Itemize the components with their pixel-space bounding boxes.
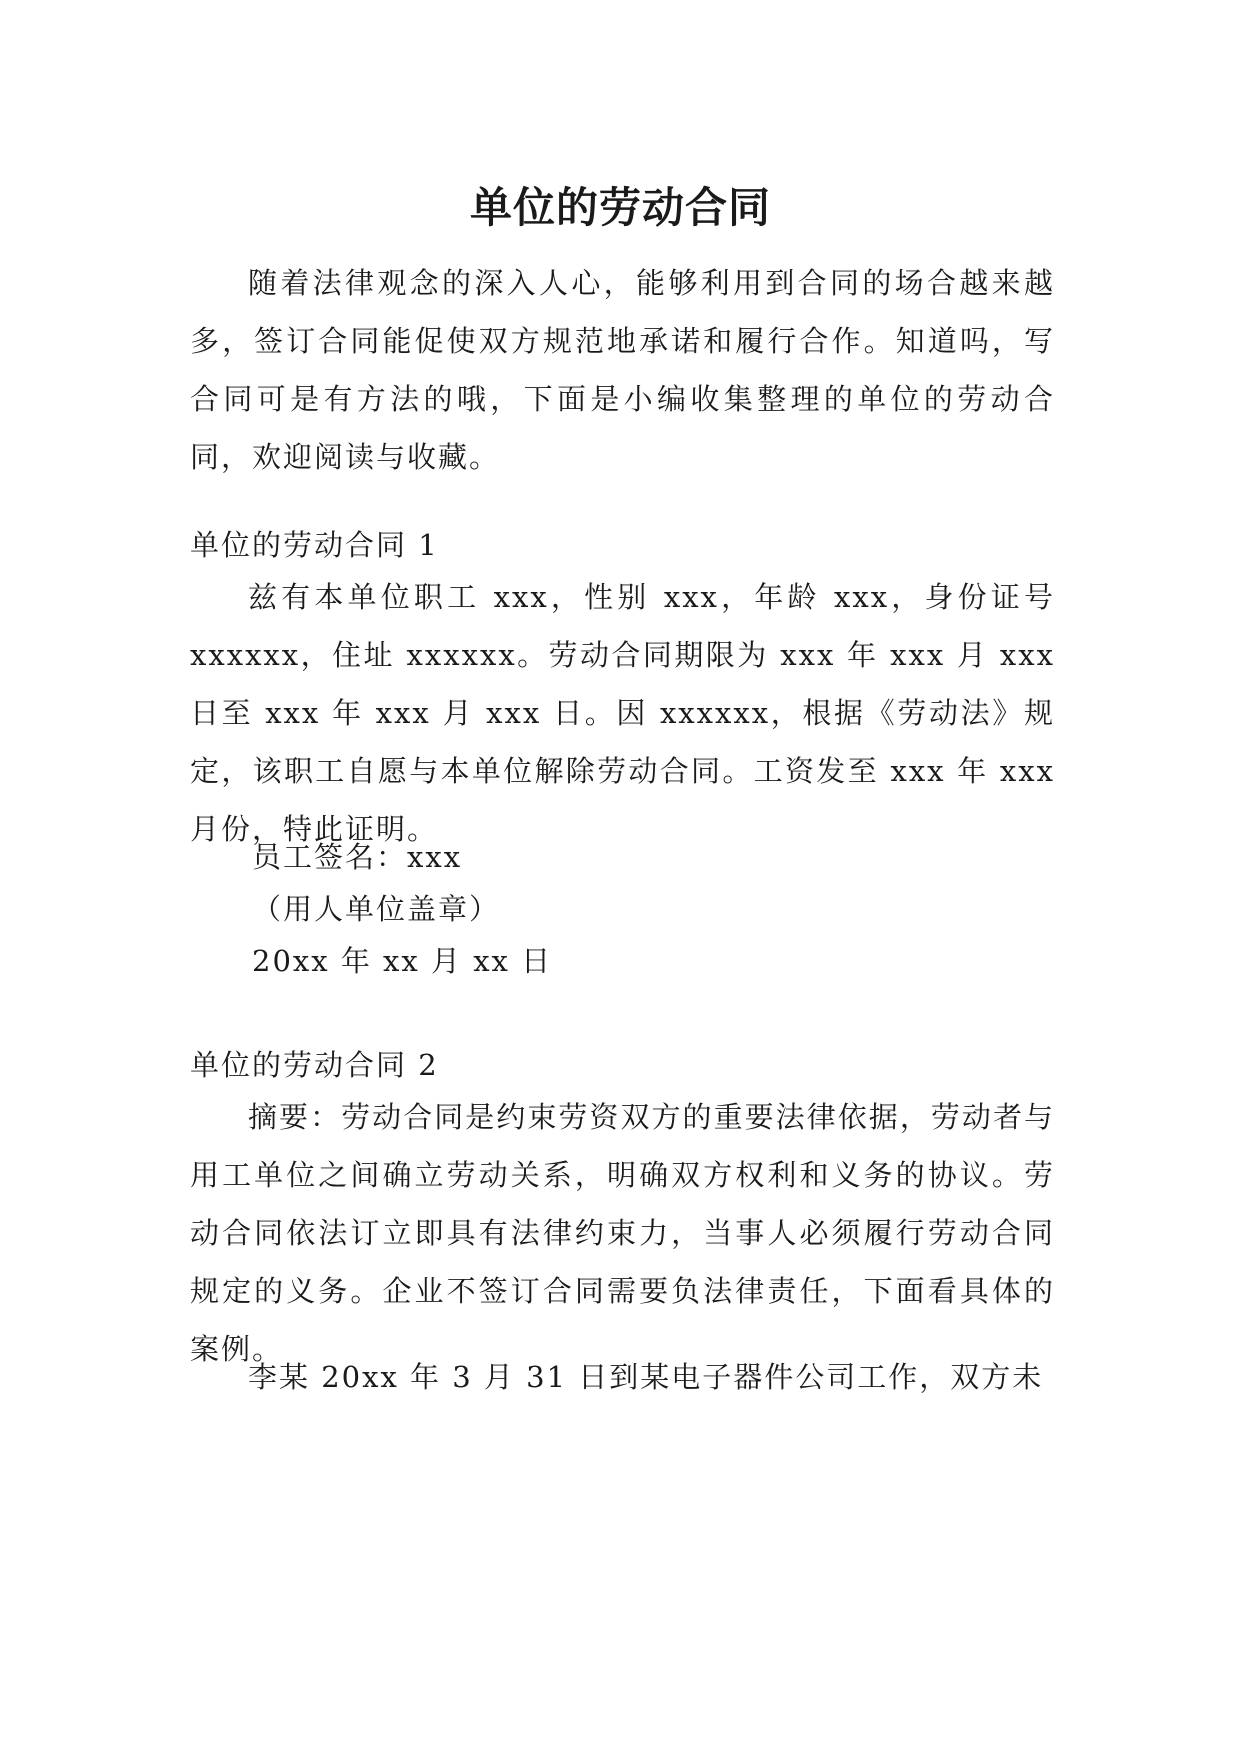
section-2-abstract: 摘要：劳动合同是约束劳资双方的重要法律依据，劳动者与用工单位之间确立劳动关系，明确双方权利和义务的协议。劳动合同依法订立即具有法律约束力，当事人必须履行劳动合同规定的义务。企业不签订合同需要负法律责任，下面看具体的案例。	[190, 1100, 1055, 1366]
employer-stamp: （用人单位盖章）	[252, 892, 501, 926]
intro-paragraph: 随着法律观念的深入人心，能够利用到合同的场合越来越多，签订合同能促使双方规范地承诺和履行合作。知道吗，写合同可是有方法的哦，下面是小编收集整理的单位的劳动合同，欢迎阅读与收藏。	[190, 266, 1055, 474]
section-2-case-paragraph: 李某 20xx 年 3 月 31 日到某电子器件公司工作，双方未	[248, 1360, 1044, 1394]
section-1-paragraph: 兹有本单位职工 xxx，性别 xxx，年龄 xxx，身份证号 xxxxxx，住址 xxxxxx。劳动合同期限为 xxx 年 xxx 月 xxx 日至 xxx 年 xxx 月 xxx 日。因 xxxxxx，根据《劳动法》规定，该职工自愿与本单位解除劳动合同。工资发至 xxx 年 xxx 月份，特此证明。	[190, 580, 1055, 846]
section-1-heading: 单位的劳动合同 1	[190, 528, 439, 562]
document-title: 单位的劳动合同	[469, 183, 771, 233]
signature-date: 20xx 年 xx 月 xx 日	[252, 944, 553, 978]
section-2-heading: 单位的劳动合同 2	[190, 1048, 439, 1082]
employee-signature: 员工签名：xxx	[252, 840, 463, 874]
